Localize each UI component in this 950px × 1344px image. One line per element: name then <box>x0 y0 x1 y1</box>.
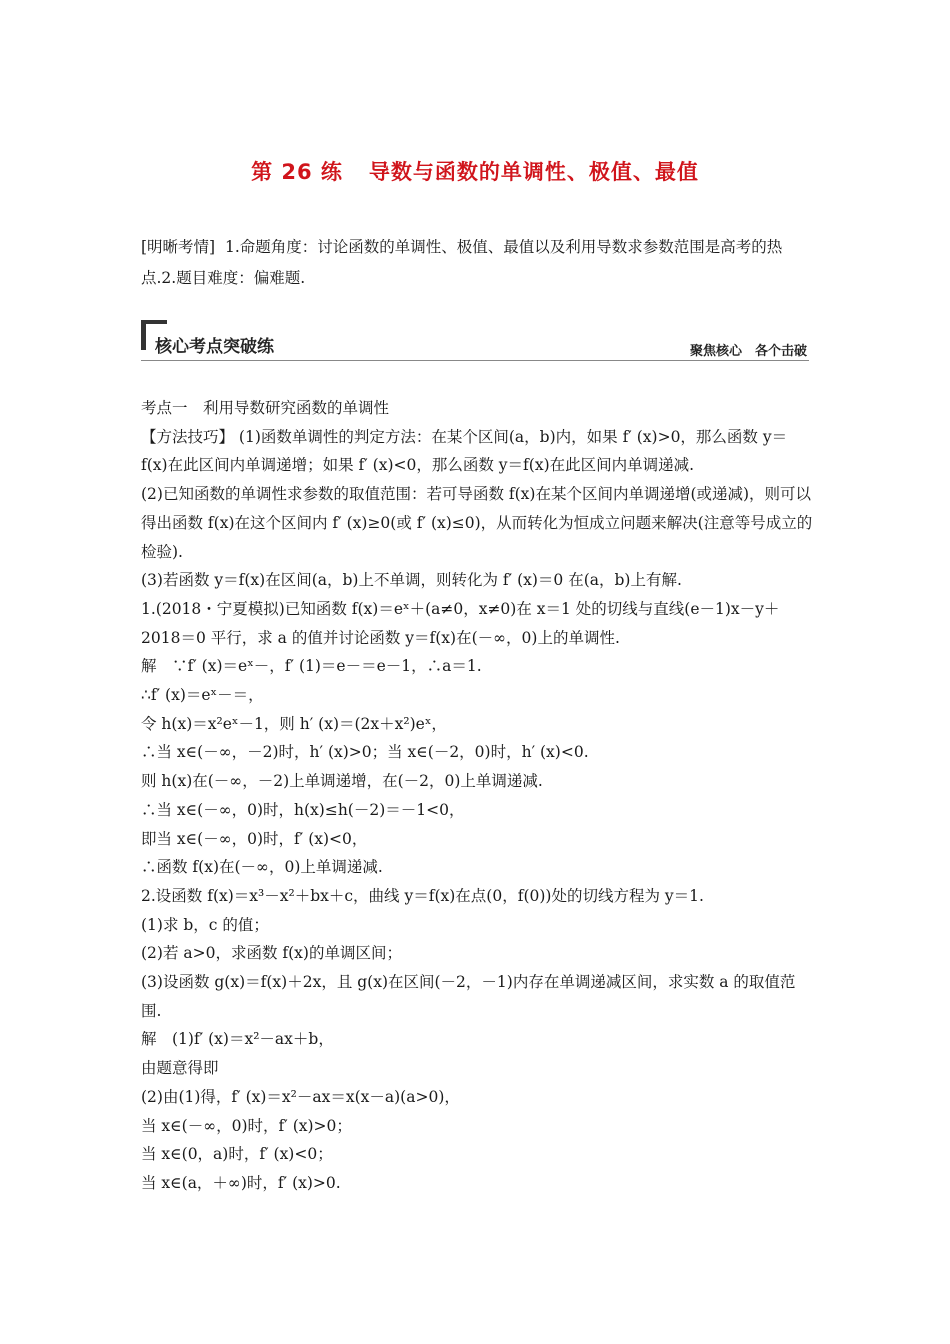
solution-line: 当 x∈(a，＋∞)时，f′ (x)>0. <box>141 1173 341 1192</box>
solution-line: ∴当 x∈(－∞，－2)时，h′ (x)>0；当 x∈(－2，0)时，h′ (x)<0. <box>141 743 589 762</box>
solution-line: 当 x∈(－∞，0)时，f′ (x)>0； <box>141 1116 352 1135</box>
intro-paragraph <box>141 232 813 294</box>
section-banner <box>141 320 809 364</box>
content-body <box>141 394 813 1198</box>
solution-line: ∴函数 f(x)在(－∞，0)上单调递减. <box>141 858 383 877</box>
method-tips-1: 【方法技巧】 (1)函数单调性的判定方法：在某个区间(a，b)内，如果 f′ (x)>0，那么函数 y＝f(x)在此区间内单调递增；如果 f′ (x)<0，那么函数 y＝f(x)在此区间内单调递减. <box>141 427 788 475</box>
solution-line: 解 ∵f′ (x)＝eˣ－，f′ (1)＝e－＝e－1，∴a＝1. <box>141 657 482 676</box>
solution-line: 则 h(x)在(－∞，－2)上单调递增，在(－2，0)上单调递减. <box>141 772 543 791</box>
problem-1: 1.(2018・宁夏模拟)已知函数 f(x)＝eˣ＋(a≠0，x≠0)在 x＝1 处的切线与直线(e－1)x－y＋2018＝0 平行，求 a 的值并讨论函数 y＝f(x)在(－∞，0)上的单调性. <box>141 599 780 647</box>
banner-bracket-top <box>141 320 167 324</box>
banner-divider <box>141 360 809 361</box>
solution-line: (2)由(1)得，f′ (x)＝x²－ax＝x(x－a)(a>0)， <box>141 1087 460 1106</box>
problem-2: 2.设函数 f(x)＝x³－x²＋bx＋c，曲线 y＝f(x)在点(0，f(0))处的切线方程为 y＝1. <box>141 886 704 905</box>
intro-text: 1.命题角度：讨论函数的单调性、极值、最值以及利用导数求参数范围是高考的热点.2.题目难度：偏难题. <box>141 238 783 287</box>
lesson-number: 第 26 练 <box>251 160 343 184</box>
page-title <box>0 156 950 186</box>
solution-line: 即当 x∈(－∞，0)时，f′ (x)<0， <box>141 829 368 848</box>
solution-line: 令 h(x)＝x²eˣ－1，则 h′ (x)＝(2x＋x²)eˣ， <box>141 714 447 733</box>
lesson-title: 导数与函数的单调性、极值、最值 <box>368 160 699 184</box>
banner-title: 核心考点突破练 <box>155 337 274 357</box>
solution-line: 当 x∈(0，a)时，f′ (x)<0； <box>141 1145 333 1164</box>
section-heading: 考点一 利用导数研究函数的单调性 <box>141 399 390 417</box>
method-tips-3: (3)若函数 y＝f(x)在区间(a，b)上不单调，则转化为 f′ (x)＝0 在(a，b)上有解. <box>141 571 682 590</box>
banner-subtitle: 聚焦核心 各个击破 <box>689 344 807 359</box>
problem-2-part: (1)求 b，c 的值； <box>141 915 269 934</box>
solution-line: ∴f′ (x)＝eˣ－＝， <box>141 686 264 705</box>
problem-2-part: (2)若 a>0，求函数 f(x)的单调区间； <box>141 944 402 963</box>
intro-label: [明晰考情] <box>141 238 216 256</box>
solution-line: ∴当 x∈(－∞，0)时，h(x)≤h(－2)＝－1<0， <box>141 800 465 819</box>
problem-2-part: (3)设函数 g(x)＝f(x)＋2x，且 g(x)在区间(－2，－1)内存在单调递减区间，求实数 a 的取值范围. <box>141 973 796 1020</box>
solution-line: 由题意得即 <box>141 1059 219 1078</box>
banner-bracket-icon <box>141 320 146 350</box>
method-tips-2: (2)已知函数的单调性求参数的取值范围：若可导函数 f(x)在某个区间内单调递增(或递减)，则可以得出函数 f(x)在这个区间内 f′ (x)≥0(或 f′ (x)≤0)，从而转化为恒成立问题来解决(注意等号成立的检验). <box>141 485 813 561</box>
solution-line: 解 (1)f′ (x)＝x²－ax＋b， <box>141 1030 334 1049</box>
